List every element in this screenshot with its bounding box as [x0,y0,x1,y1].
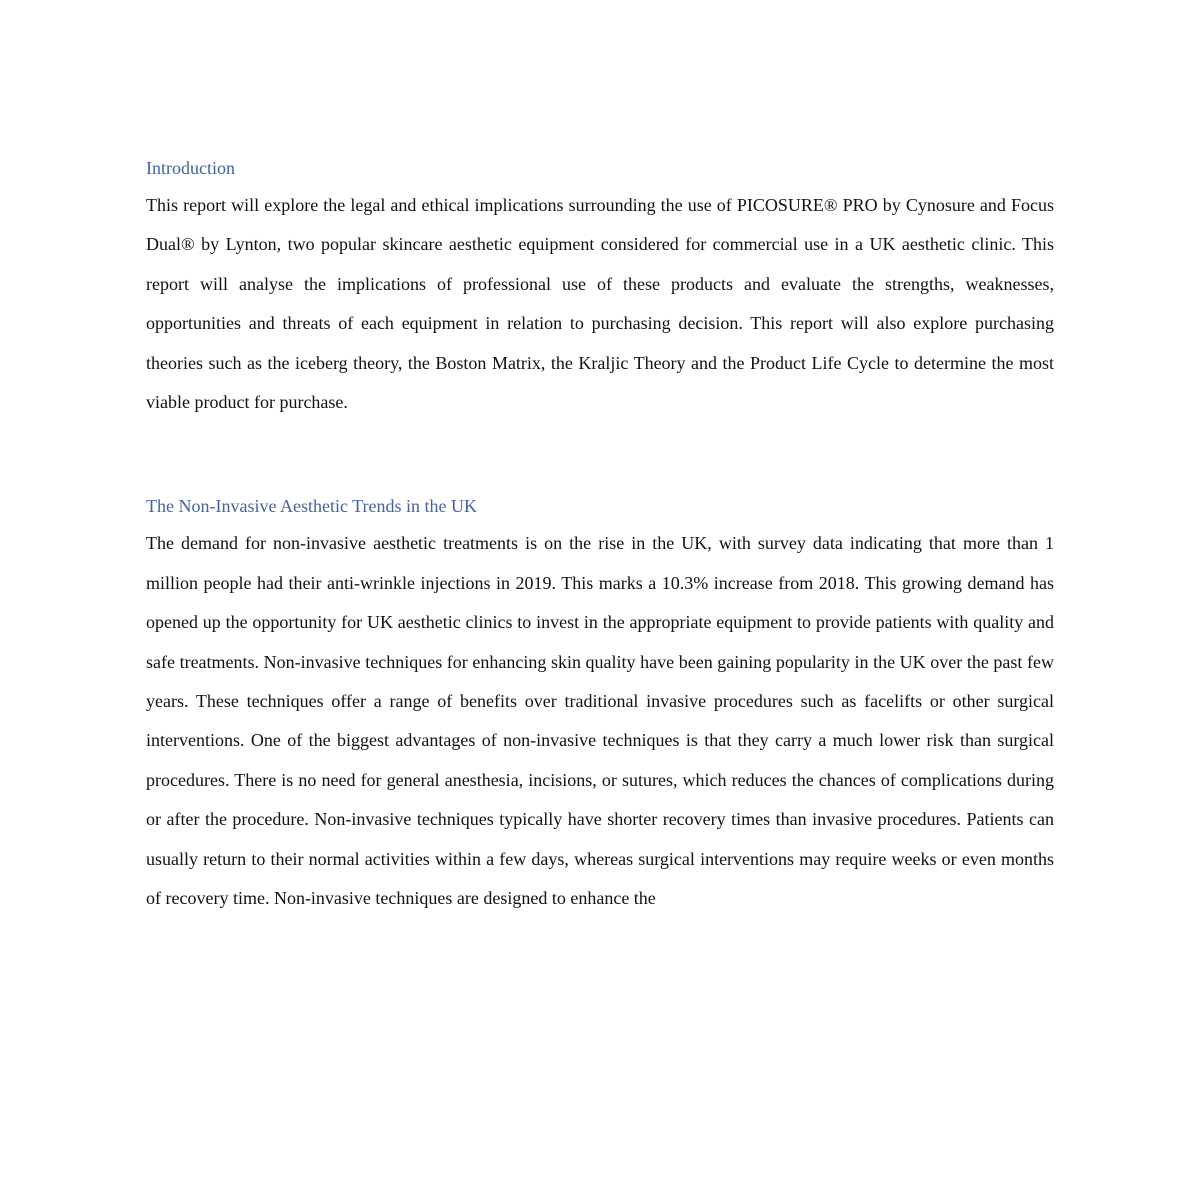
document-page [146,150,1054,919]
non-invasive-trends-paragraph: The demand for non-invasive aesthetic treatments is on the rise in the UK, with survey data indicating that more than 1 million people had their anti-wrinkle injections in 2019. This marks a 10.3% increase from 2018. This growing demand has opened up the opportunity for UK aesthetic clinics to invest in the appropriate equipment to provide patients with quality and safe treatments. Non-invasive techniques for enhancing skin quality have been gaining popularity in the UK over the past few years. These techniques offer a range of benefits over traditional invasive procedures such as facelifts or other surgical interventions. One of the biggest advantages of non-invasive techniques is that they carry a much lower risk than surgical procedures. There is no need for general anesthesia, incisions, or sutures, which reduces the chances of complications during or after the procedure. Non-invasive techniques typically have shorter recovery times than invasive procedures. Patients can usually return to their normal activities within a few days, whereas surgical interventions may require weeks or even months of recovery time. Non-invasive techniques are designed to enhance the [146,533,1054,909]
introduction-paragraph: This report will explore the legal and ethical implications surrounding the use of PICOSURE® PRO by Cynosure and Focus Dual® by Lynton, two popular skincare aesthetic equipment considered for commercial use in a UK aesthetic clinic. This report will analyse the implications of professional use of these products and evaluate the strengths, weaknesses, opportunities and threats of each equipment in relation to purchasing decision. This report will also explore purchasing theories such as the iceberg theory, the Boston Matrix, the Kraljic Theory and the Product Life Cycle to determine the most viable product for purchase. [146,195,1054,413]
section-heading-introduction: Introduction [146,158,235,178]
section-heading-non-invasive-trends: The Non-Invasive Aesthetic Trends in the UK [146,496,477,517]
section-spacer [146,422,1054,488]
